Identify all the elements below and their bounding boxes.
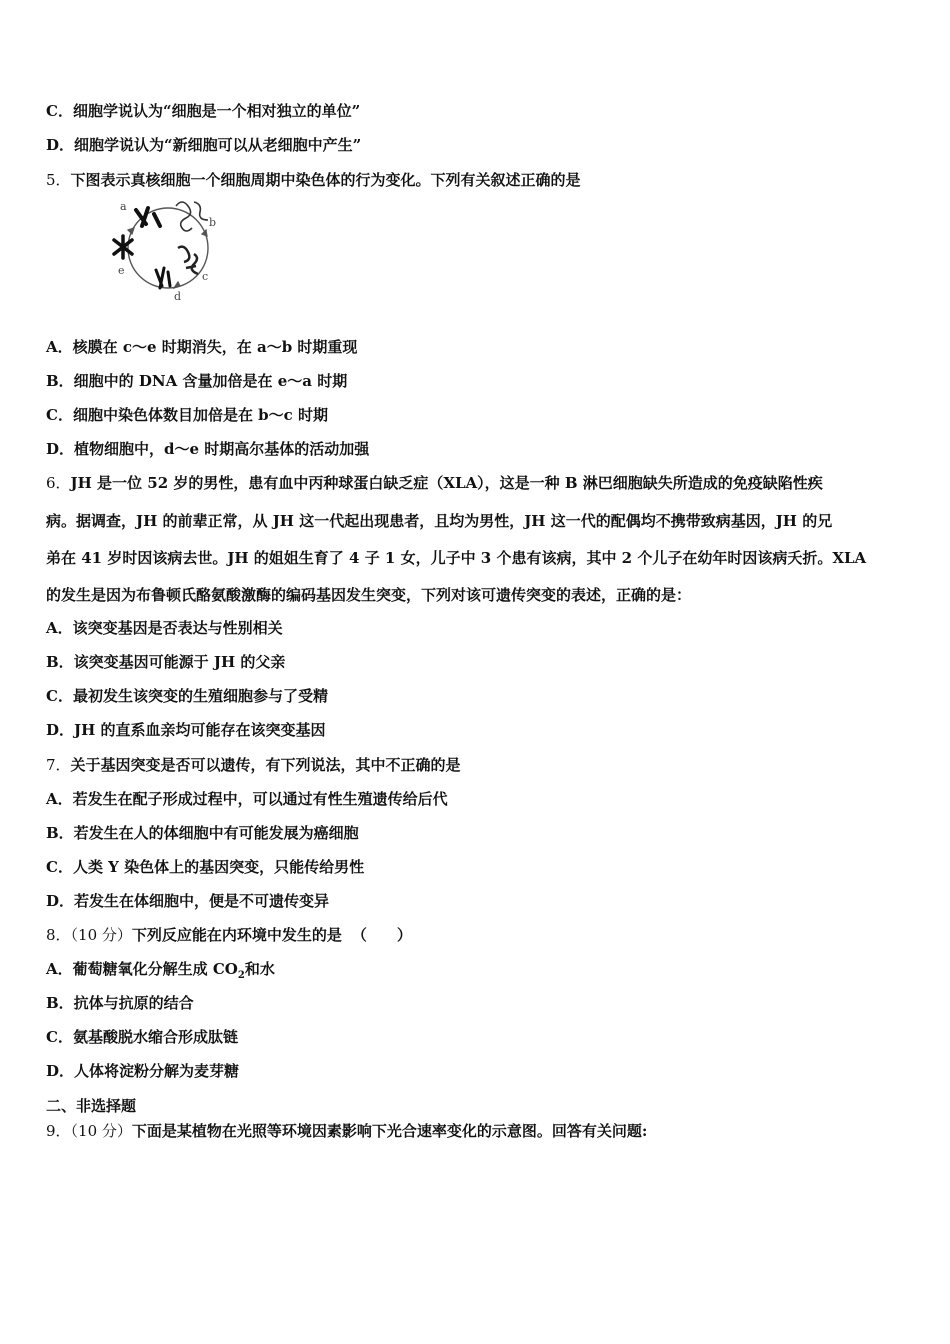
q5-option-d: D．植物细胞中，d～e 时期高尔基体的活动加强 — [46, 440, 370, 458]
q6-option-d: D．JH 的直系血亲均可能存在该突变基因 — [46, 721, 326, 739]
q5-stem — [46, 170, 581, 190]
q5-option-a: A．核膜在 c～e 时期消失，在 a～b 时期重现 — [46, 338, 358, 356]
cell-cycle-figure — [106, 196, 236, 306]
q5-stem-text: 下图表示真核细胞一个细胞周期中染色体的行为变化。下列有关叙述正确的是 — [70, 171, 581, 189]
q8-option-a — [46, 959, 275, 986]
figure-label-e: e — [118, 264, 125, 277]
q7-option-c: C．人类 Y 染色体上的基因突变，只能传给男性 — [46, 858, 365, 876]
figure-label-d: d — [174, 290, 182, 303]
q6-line2: 病。据调查，JH 的前辈正常，从 JH 这一代起出现患者，且均为男性，JH 这一代的配偶均不携带致病基因，JH 的兄 — [46, 512, 833, 530]
q8-paren: （ ） — [351, 926, 412, 944]
q7-option-b: B．若发生在人的体细胞中有可能发展为癌细胞 — [46, 824, 359, 842]
q9-number: 9． — [46, 1122, 71, 1140]
q7-stem — [46, 755, 461, 775]
q8-option-d: D．人体将淀粉分解为麦芽糖 — [46, 1062, 240, 1080]
q6-line4: 的发生是因为布鲁顿氏酪氨酸激酶的编码基因发生突变，下列对该可遗传突变的表述，正确的是： — [46, 586, 692, 604]
q9-stem — [46, 1121, 647, 1141]
figure-label-b: b — [209, 216, 217, 229]
q7-stem-text: 关于基因突变是否可以遗传，有下列说法，其中不正确的是 — [70, 756, 461, 774]
q6-number: 6． — [46, 474, 71, 492]
q8-option-c: C．氨基酸脱水缩合形成肽链 — [46, 1028, 238, 1046]
q5-option-b: B．细胞中的 DNA 含量加倍是在 e～a 时期 — [46, 372, 348, 390]
stage-d-chromosome — [156, 268, 170, 288]
q4-option-c: C．细胞学说认为“细胞是一个相对独立的单位” — [46, 102, 361, 120]
q8-score: （10 分） — [70, 926, 132, 944]
q8-option-a-sub: 2 — [237, 970, 245, 981]
q7-option-a: A．若发生在配子形成过程中，可以通过有性生殖遗传给后代 — [46, 790, 448, 808]
section-title: 二、非选择题 — [46, 1097, 137, 1115]
figure-label-c: c — [202, 270, 209, 283]
q9-score: （10 分） — [70, 1122, 132, 1140]
q6-line1 — [46, 473, 823, 493]
q9-stem-text: 下面是某植物在光照等环境因素影响下光合速率变化的示意图。回答有关问题: — [131, 1122, 648, 1140]
stage-a-chromosome — [136, 208, 160, 226]
stage-c-chromosome — [178, 247, 198, 274]
q8-option-a-pre: A．葡萄糖氧化分解生成 CO — [46, 960, 238, 978]
q8-option-b: B．抗体与抗原的结合 — [46, 994, 194, 1012]
figure-label-a: a — [120, 200, 127, 213]
q4-option-d: D．细胞学说认为“新细胞可以从老细胞中产生” — [46, 136, 362, 154]
q8-option-a-post: 和水 — [244, 960, 275, 978]
q8-stem — [46, 925, 412, 945]
q6-line3: 弟在 41 岁时因该病去世。JH 的姐姐生育了 4 子 1 女，儿子中 3 个患有该病，其中 2 个儿子在幼年时因该病夭折。XLA — [46, 549, 867, 567]
q6-option-a: A．该突变基因是否表达与性别相关 — [46, 619, 283, 637]
q6-line1-text: JH 是一位 52 岁的男性，患有血中丙种球蛋白缺乏症（XLA），这是一种 B 淋巴细胞缺失所造成的免疫缺陷性疾 — [70, 474, 823, 492]
q8-stem-text: 下列反应能在内环境中发生的是 — [131, 926, 342, 944]
q7-option-d: D．若发生在体细胞中，便是不可遗传变异 — [46, 892, 330, 910]
q6-option-b: B．该突变基因可能源于 JH 的父亲 — [46, 653, 286, 671]
q7-number: 7． — [46, 756, 71, 774]
q5-option-c: C．细胞中染色体数目加倍是在 b～c 时期 — [46, 406, 329, 424]
q5-number: 5． — [46, 171, 71, 189]
q6-option-c: C．最初发生该突变的生殖细胞参与了受精 — [46, 687, 328, 705]
q8-number: 8． — [46, 926, 71, 944]
